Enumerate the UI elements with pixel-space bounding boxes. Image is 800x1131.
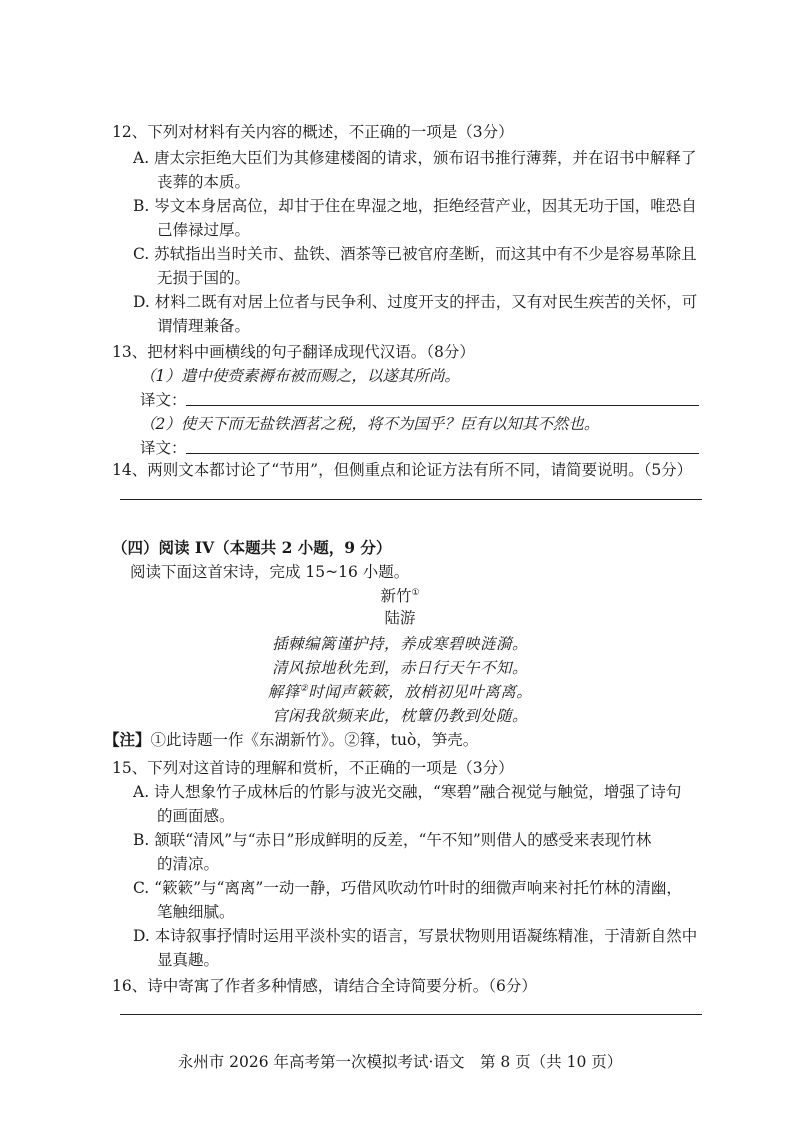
poem-notes [104,730,478,750]
q12-option-b-line1: B. 岑文本身居高位，却甘于住在卑湿之地，拒绝经营产业，因其无功于国，唯恐自 [133,197,697,215]
q15-option-d-line2: 显真趣。 [157,951,220,969]
q12-option-a-line2: 丧葬的本质。 [157,173,251,191]
q12-option-b-line2: 己俸禄过厚。 [157,221,251,239]
q15-option-b-line1: B. 颔联“清风”与“赤日”形成鲜明的反差，“午不知”则借人的感受来表现竹林 [133,831,652,849]
notes-label: 【注】 [104,730,151,749]
q12-option-c-line2: 无损于国的。 [157,269,251,287]
poem-author: 陆游 [384,609,416,627]
q15-option-d-line1: D. 本诗叙事抒情时运用平淡朴实的语言，写景状物则用语凝练精准，于清新自然中 [133,927,698,945]
poem-line-4: 官闲我欲频来此，枕簟仍教到处随。 [271,707,528,725]
q12-option-d-line1: D. 材料二既有对居上位者与民争利、过度开支的抨击，又有对民生疾苦的关怀，可 [133,293,698,311]
poem-line-3-part-a: 解箨 [267,683,300,701]
q13-answer-label-2: 译文： [140,439,187,457]
poem-title-text: 新竹 [380,587,412,605]
poem-title [300,586,500,606]
q13-stem: 13、把材料中画横线的句子翻译成现代汉语。（8分） [112,343,475,361]
q15-option-a-line1: A. 诗人想象竹子成林后的竹影与波光交融，“寒碧”融合视觉与触觉，增强了诗句 [133,783,682,801]
poem-title-note-marker: ① [411,588,420,598]
q16-stem: 16、诗中寄寓了作者多种情感，请结合全诗简要分析。（6分） [112,977,537,995]
q15-stem: 15、下列对这首诗的理解和赏析，不正确的一项是（3分） [112,759,514,777]
poem-line-3 [240,682,560,702]
q14-answer-line[interactable] [120,499,702,500]
poem-line-3-note-marker: ② [299,684,309,694]
q12-option-a-line1: A. 唐太宗拒绝大臣们为其修建楼阁的请求，颁布诏书推行薄葬，并在诏书中解释了 [133,149,697,167]
q15-option-c-line1: C. “簌簌”与“离离”一动一静，巧借风吹动竹叶时的细微声响来衬托竹林的清幽， [133,879,682,897]
page-footer: 永州市 2026 年高考第一次模拟考试·语文 第 8 页（共 10 页） [177,1053,623,1071]
q12-option-d-line2: 谓情理兼备。 [157,317,251,335]
q13-sentence-1: （1）遣中使赍素褥布被而赐之，以遂其所尚。 [140,367,460,385]
q14-stem: 14、两则文本都讨论了“节用”，但侧重点和论证方法有所不同，请简要说明。（5分） [112,461,693,479]
q15-option-b-line2: 的清凉。 [157,855,220,873]
q15-option-a-line2: 的画面感。 [157,807,235,825]
q13-answer-line-1[interactable] [186,405,699,406]
q12-stem: 12、下列对材料有关内容的概述，不正确的一项是（3分） [112,123,514,141]
q15-option-c-line2: 笔触细腻。 [157,903,235,921]
q13-answer-label-1: 译文： [140,391,187,409]
q12-option-c-line1: C. 苏轼指出当时关市、盐铁、酒茶等已被官府垄断，而这其中有不少是容易革除且 [133,245,697,263]
poem-line-2: 清风掠地秋先到，赤日行天午不知。 [271,659,528,677]
section4-intro: 阅读下面这首宋诗，完成 15~16 小题。 [130,563,410,581]
poem-line-3-part-b: 时闻声簌簌，放梢初见叶离离。 [308,683,533,701]
section4-header: （四）阅读 IV（本题共 2 小题，9 分） [112,538,392,557]
q16-answer-line[interactable] [120,1014,702,1015]
poem-line-1: 插棘编篱谨护持，养成寒碧映涟漪。 [271,635,528,653]
q13-sentence-2: （2）使天下而无盐铁酒茗之税，将不为国乎？臣有以知其不然也。 [140,415,600,433]
q13-answer-line-2[interactable] [186,453,699,454]
notes-text: ①此诗题一作《东湖新竹》。②箨，tuò，笋壳。 [150,731,479,749]
